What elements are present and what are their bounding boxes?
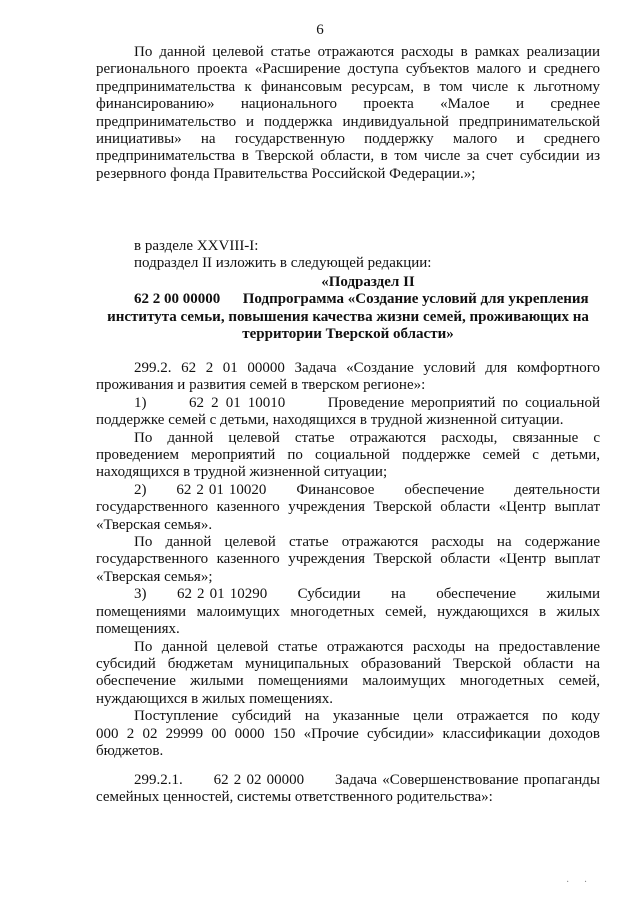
item-1-line: 1) 62 2 01 10010 Проведение мероприятий по социальной xyxy=(134,394,600,411)
subprogram-title-line: института семьи, повышения качества жизни семей, проживающих на xyxy=(107,308,589,325)
task-299-2-1 xyxy=(96,772,600,807)
text-line: регионального проекта «Расширение доступа субъектов малого и среднего xyxy=(96,61,600,78)
scan-marks: · · xyxy=(566,877,594,888)
text-line: предпринимательства в Тверской области, в том числе за счет субсидии из xyxy=(96,148,600,165)
income-note: 000 2 02 29999 00 0000 150 «Прочие субсидии» классификации доходов xyxy=(96,725,600,742)
text-line: 299.2.1. 62 2 02 00000 Задача «Совершенствование пропаганды xyxy=(134,772,600,788)
subsection-title: «Подраздел II xyxy=(321,274,415,290)
subprogram-title-line: территории Тверской области» xyxy=(242,326,454,343)
item-2-description: «Тверская семья»; xyxy=(96,568,213,585)
section-intro xyxy=(96,238,600,273)
subsection-heading xyxy=(96,274,600,344)
item-2-line: «Тверская семья». xyxy=(96,516,213,533)
item-2-line: 2) 62 2 01 10020 Финансовое обеспечение деятельности xyxy=(134,481,600,498)
income-note: бюджетов. xyxy=(96,742,164,759)
text-line: резервного фонда Правительства Российской Федерации.»; xyxy=(96,165,476,182)
text-line: По данной целевой статье отражаются расходы в рамках реализации xyxy=(134,44,600,60)
text-line: предпринимательство и поддержка индивидуальной предпринимательской xyxy=(96,113,600,130)
item-2-description: По данной целевой статье отражаются расходы на содержание xyxy=(134,534,600,551)
text-line: предпринимательства к финансовым ресурсам, в том числе к льготному xyxy=(96,78,600,95)
item-3-line: помещениями малоимущих многодетных семей, нуждающихся в жилых xyxy=(96,603,600,620)
text-line: 299.2. 62 2 01 00000 Задача «Создание условий для комфортного xyxy=(134,360,600,376)
item-2-description: государственного казенного учреждения Тверской области «Центр выплат xyxy=(96,551,600,568)
item-2-line: государственного казенного учреждения Тверской области «Центр выплат xyxy=(96,499,600,516)
text-line: инициативы» на государственную поддержку малого и среднего xyxy=(96,131,600,148)
task-299-2 xyxy=(96,360,600,760)
text-line: финансированию» национального проекта «Малое и среднее xyxy=(96,96,600,113)
text-line: семейных ценностей, системы ответственного родительства»: xyxy=(96,789,493,806)
text-line: в разделе XXVIII-I: xyxy=(134,238,259,254)
item-1-description: находящихся в трудной жизненной ситуации; xyxy=(96,464,388,481)
item-3-line: помещениях. xyxy=(96,621,180,638)
item-1-line: поддержке семей с детьми, находящихся в трудной жизненной ситуации. xyxy=(96,412,564,429)
income-note: Поступление субсидий на указанные цели отражается по коду xyxy=(134,708,600,725)
item-1-description: По данной целевой статье отражаются расходы, связанные с xyxy=(134,429,600,446)
text-line: подраздел II изложить в следующей редакции: xyxy=(134,255,432,272)
text-line: проживания и развития семей в тверском регионе»: xyxy=(96,377,426,394)
paragraph-regional-project xyxy=(96,44,600,183)
item-3-description: обеспечение жилыми помещениями малоимущих многодетных семей, xyxy=(96,673,600,690)
item-3-line: 3) 62 2 01 10290 Субсидии на обеспечение жилыми xyxy=(134,586,600,603)
page-number: 6 xyxy=(316,22,324,38)
subprogram-title-line: 62 2 00 00000 Подпрограмма «Создание условий для укрепления xyxy=(134,291,589,308)
item-3-description: субсидий бюджетам муниципальных образований Тверской области на xyxy=(96,655,600,672)
item-1-description: проведением мероприятий по социальной поддержке семей с детьми, xyxy=(96,447,600,464)
item-3-description: нуждающихся в жилых помещениях. xyxy=(96,690,333,707)
item-3-description: По данной целевой статье отражаются расходы на предоставление xyxy=(134,638,600,655)
